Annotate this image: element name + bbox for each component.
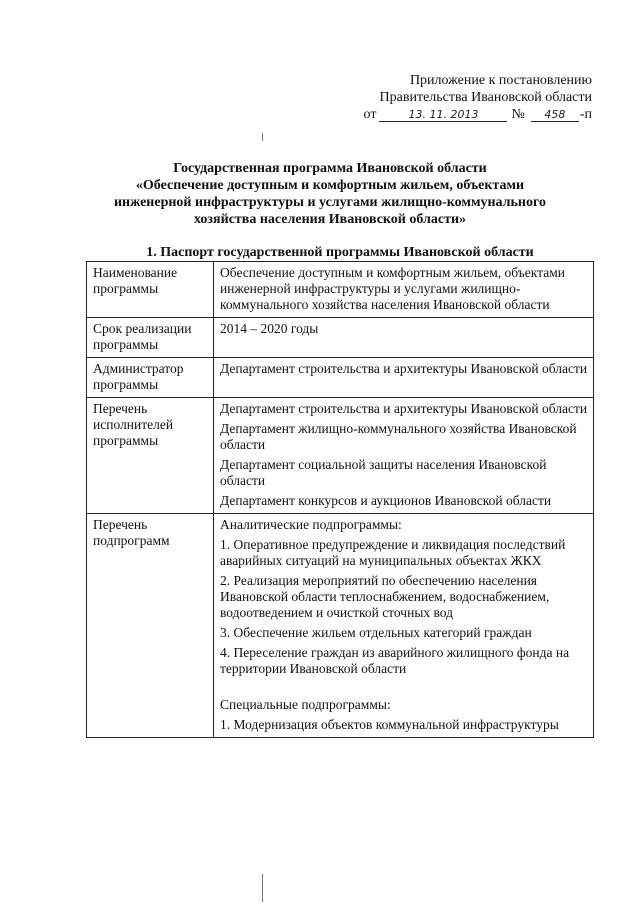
row-label: Перечень подпрограмм <box>87 514 214 738</box>
number-suffix: -п <box>579 107 592 122</box>
row-value <box>214 318 594 358</box>
subprogram-item: 1. Модернизация объектов коммунальной инфраструктуры <box>220 717 559 732</box>
approval-line-1: Приложение к постановлению <box>409 73 592 88</box>
number-prefix: № <box>511 107 525 122</box>
row-value <box>214 262 594 318</box>
value-text: 2014 – 2020 годы <box>220 321 319 336</box>
executor-item: Департамент конкурсов и аукционов Ивановской области <box>220 493 552 508</box>
table-row <box>87 398 594 514</box>
row-value <box>214 358 594 398</box>
title-line-2: «Обеспечение доступным и комфортным жильем, объектами <box>135 178 525 193</box>
date-prefix: от <box>363 107 377 122</box>
executor-item: Департамент жилищно-коммунального хозяйства Ивановской области <box>220 421 577 452</box>
scan-artifact <box>262 133 263 141</box>
subprogram-item: 3. Обеспечение жильем отдельных категорий граждан <box>220 625 532 640</box>
subprogram-item: 4. Переселение граждан из аварийного жилищного фонда на территории Ивановской области <box>220 645 570 676</box>
value-text: Департамент строительства и архитектуры Ивановской области <box>220 361 588 376</box>
row-label: Перечень исполнителей программы <box>87 398 214 514</box>
handwritten-date: 13. 11. 2013 <box>379 108 507 122</box>
row-label: Срок реализации программы <box>87 318 214 358</box>
value-text: Обеспечение доступным и комфортным жильем, объектами инженерной инфраструктуры и услугами жилищно-коммунального хозяйства населения Ивановской области <box>220 265 565 312</box>
table-row <box>87 514 594 738</box>
subprogram-item: 2. Реализация мероприятий по обеспечению населения Ивановской области теплоснабжением, водоснабжением, водоотведением и очисткой сточных вод <box>220 573 550 620</box>
passport-table <box>86 261 594 738</box>
spacer <box>220 681 588 697</box>
title-line-3: инженерной инфраструктуры и услугами жилищно-коммунального <box>113 195 547 210</box>
special-heading: Специальные подпрограммы: <box>220 697 391 712</box>
table-row <box>87 262 594 318</box>
row-value <box>214 398 594 514</box>
title-line-4: хозяйства населения Ивановской области» <box>193 212 467 227</box>
approval-stamp <box>342 72 592 123</box>
row-label: Администратор программы <box>87 358 214 398</box>
table-row <box>87 318 594 358</box>
analytic-heading: Аналитические подпрограммы: <box>220 517 402 532</box>
handwritten-number: 458 <box>531 108 579 122</box>
executor-item: Департамент строительства и архитектуры Ивановской области <box>220 401 588 416</box>
scan-artifact <box>262 874 263 902</box>
executor-item: Департамент социальной защиты населения Ивановской области <box>220 457 547 488</box>
table-row <box>87 358 594 398</box>
title-line-1: Государственная программа Ивановской области <box>173 161 487 176</box>
approval-line-2: Правительства Ивановской области <box>379 90 592 105</box>
section-title: 1. Паспорт государственной программы Ивановской области <box>146 245 534 260</box>
program-title <box>80 160 580 228</box>
subprogram-item: 1. Оперативное предупреждение и ликвидация последствий аварийных ситуаций на муниципальных объектах ЖКХ <box>220 537 566 568</box>
row-label: Наименование программы <box>87 262 214 318</box>
row-value <box>214 514 594 738</box>
approval-date-line <box>342 106 592 123</box>
